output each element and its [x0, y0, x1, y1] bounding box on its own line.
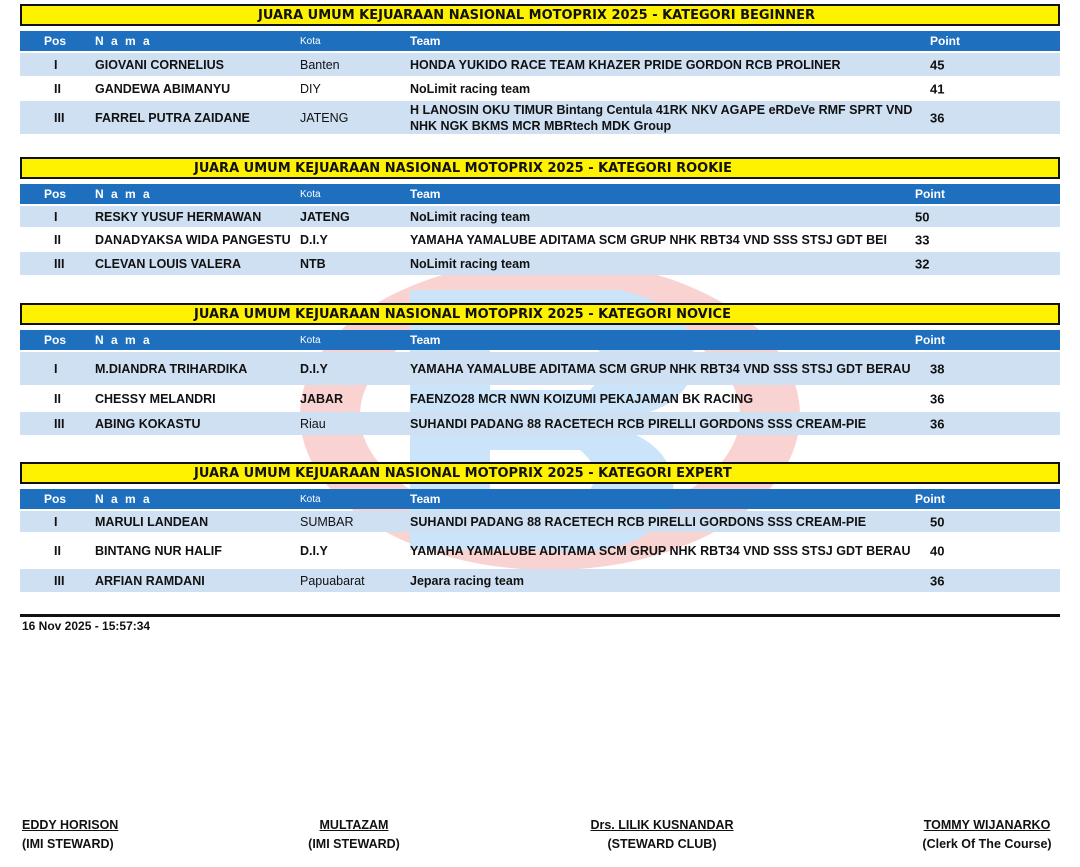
cell-pos: I — [54, 209, 58, 224]
table-row — [20, 534, 1060, 567]
cell-point: 32 — [915, 256, 930, 271]
cell-nama: BINTANG NUR HALIF — [95, 543, 222, 558]
signature-role: (Clerk Of The Course) — [922, 837, 1052, 851]
header-kota: Kota — [300, 494, 321, 505]
cell-nama: DANADYAKSA WIDA PANGESTU — [95, 232, 291, 247]
cell-kota: NTB — [300, 256, 326, 271]
signature-block — [22, 818, 118, 851]
cell-kota: SUMBAR — [300, 514, 354, 529]
cell-team: Jepara racing team — [410, 573, 524, 588]
table-row — [20, 387, 1060, 410]
cell-nama: RESKY YUSUF HERMAWAN — [95, 209, 262, 224]
section-title: JUARA UMUM KEJUARAAN NASIONAL MOTOPRIX 2025 - KATEGORI BEGINNER — [20, 4, 1060, 26]
cell-team: NoLimit racing team — [410, 81, 531, 96]
cell-pos: II — [54, 543, 61, 558]
table-header — [20, 184, 1060, 204]
table-row — [20, 412, 1060, 435]
cell-team: YAMAHA YAMALUBE ADITAMA SCM GRUP NHK RBT34 VND SSS STSJ GDT BEI — [410, 232, 887, 247]
cell-kota: JABAR — [300, 391, 344, 406]
table-row — [20, 53, 1060, 76]
print-timestamp: 16 Nov 2025 - 15:57:34 — [22, 619, 151, 633]
header-team: Team — [410, 492, 441, 506]
cell-nama: GANDEWA ABIMANYU — [95, 81, 231, 96]
cell-nama: FARREL PUTRA ZAIDANE — [95, 110, 250, 125]
cell-nama: CHESSY MELANDRI — [95, 391, 216, 406]
cell-nama: ARFIAN RAMDANI — [95, 573, 205, 588]
cell-kota: Riau — [300, 416, 326, 431]
section-rookie — [20, 157, 1060, 275]
cell-kota: Papuabarat — [300, 573, 365, 588]
cell-point: 41 — [930, 81, 945, 96]
table-row — [20, 569, 1060, 592]
cell-point: 45 — [930, 57, 945, 72]
cell-team: H LANOSIN OKU TIMUR Bintang Centula 41RK NKV AGAPE eRDeVe RMF SPRT VND NHK NGK BKMS MCR MBRtech MDK Group — [410, 102, 913, 133]
header-pos: Pos — [44, 492, 67, 506]
cell-point: 36 — [930, 391, 945, 406]
cell-nama: MARULI LANDEAN — [95, 514, 209, 529]
header-point: Point — [915, 492, 945, 506]
cell-pos: III — [54, 573, 65, 588]
cell-pos: III — [54, 110, 65, 125]
cell-point: 36 — [930, 416, 945, 431]
header-point: Point — [915, 333, 945, 347]
header-nama: N a m a — [95, 187, 152, 201]
signature-name: MULTAZAM — [319, 818, 389, 832]
section-title: JUARA UMUM KEJUARAAN NASIONAL MOTOPRIX 2025 - KATEGORI ROOKIE — [20, 157, 1060, 179]
cell-point: 36 — [930, 573, 945, 588]
cell-team: FAENZO28 MCR NWN KOIZUMI PEKAJAMAN BK RACING — [410, 391, 754, 406]
header-point: Point — [930, 34, 960, 48]
table-row — [20, 229, 1060, 250]
table-row — [20, 511, 1060, 532]
cell-nama: CLEVAN LOUIS VALERA — [95, 256, 242, 271]
table-row — [20, 252, 1060, 275]
header-nama: N a m a — [95, 34, 152, 48]
cell-team: YAMAHA YAMALUBE ADITAMA SCM GRUP NHK RBT34 VND SSS STSJ GDT BERAU — [410, 543, 911, 558]
header-nama: N a m a — [95, 492, 152, 506]
cell-nama: GIOVANI CORNELIUS — [95, 57, 224, 72]
header-kota: Kota — [300, 36, 321, 47]
cell-team: SUHANDI PADANG 88 RACETECH RCB PIRELLI GORDONS SSS CREAM-PIE — [410, 416, 867, 431]
cell-pos: II — [54, 81, 61, 96]
cell-pos: II — [54, 232, 61, 247]
cell-pos: I — [54, 57, 58, 72]
cell-kota: D.I.Y — [300, 232, 328, 247]
header-team: Team — [410, 187, 441, 201]
section-title: JUARA UMUM KEJUARAAN NASIONAL MOTOPRIX 2025 - KATEGORI NOVICE — [20, 303, 1060, 325]
cell-pos: I — [54, 361, 58, 376]
signature-block — [304, 818, 404, 851]
cell-point: 38 — [930, 361, 945, 376]
table-row — [20, 101, 1060, 134]
cell-point: 40 — [930, 543, 945, 558]
header-kota: Kota — [300, 189, 321, 200]
cell-team: YAMAHA YAMALUBE ADITAMA SCM GRUP NHK RBT34 VND SSS STSJ GDT BERAU — [410, 361, 911, 376]
table-header — [20, 330, 1060, 350]
cell-kota: D.I.Y — [300, 543, 328, 558]
section-title: JUARA UMUM KEJUARAAN NASIONAL MOTOPRIX 2025 - KATEGORI EXPERT — [20, 462, 1060, 484]
header-kota: Kota — [300, 335, 321, 346]
header-point: Point — [915, 187, 945, 201]
signature-role: (STEWARD CLUB) — [607, 837, 717, 851]
cell-nama: M.DIANDRA TRIHARDIKA — [95, 361, 248, 376]
cell-point: 33 — [915, 232, 930, 247]
cell-pos: II — [54, 391, 61, 406]
cell-kota: D.I.Y — [300, 361, 328, 376]
cell-point: 36 — [930, 110, 945, 125]
table-row — [20, 78, 1060, 99]
cell-team: SUHANDI PADANG 88 RACETECH RCB PIRELLI GORDONS SSS CREAM-PIE — [410, 514, 867, 529]
cell-kota: Banten — [300, 57, 340, 72]
signature-name: Drs. LILIK KUSNANDAR — [590, 818, 734, 832]
signature-block — [914, 818, 1060, 851]
signature-name: TOMMY WIJANARKO — [923, 818, 1051, 832]
cell-team: NoLimit racing team — [410, 256, 531, 271]
section-expert — [20, 462, 1060, 592]
cell-kota: JATENG — [300, 209, 350, 224]
cell-point: 50 — [930, 514, 945, 529]
cell-pos: I — [54, 514, 58, 529]
signature-name: EDDY HORISON — [22, 818, 119, 832]
table-row — [20, 206, 1060, 227]
table-row — [20, 352, 1060, 385]
cell-pos: III — [54, 256, 65, 271]
header-pos: Pos — [44, 333, 67, 347]
cell-team: NoLimit racing team — [410, 209, 531, 224]
cell-nama: ABING KOKASTU — [95, 416, 201, 431]
signature-block — [582, 818, 742, 851]
signature-role: (IMI STEWARD) — [308, 837, 400, 851]
section-beginner — [20, 4, 1060, 134]
table-header — [20, 489, 1060, 509]
section-novice — [20, 303, 1060, 435]
header-team: Team — [410, 34, 441, 48]
signature-role: (IMI STEWARD) — [22, 837, 114, 851]
cell-kota: DIY — [300, 81, 321, 96]
cell-team: HONDA YUKIDO RACE TEAM KHAZER PRIDE GORDON RCB PROLINER — [410, 57, 841, 72]
footer-divider — [20, 614, 1060, 617]
cell-kota: JATENG — [300, 110, 349, 125]
header-pos: Pos — [44, 187, 67, 201]
table-header — [20, 31, 1060, 51]
cell-pos: III — [54, 416, 65, 431]
header-nama: N a m a — [95, 333, 152, 347]
cell-point: 50 — [915, 209, 930, 224]
header-team: Team — [410, 333, 441, 347]
header-pos: Pos — [44, 34, 67, 48]
